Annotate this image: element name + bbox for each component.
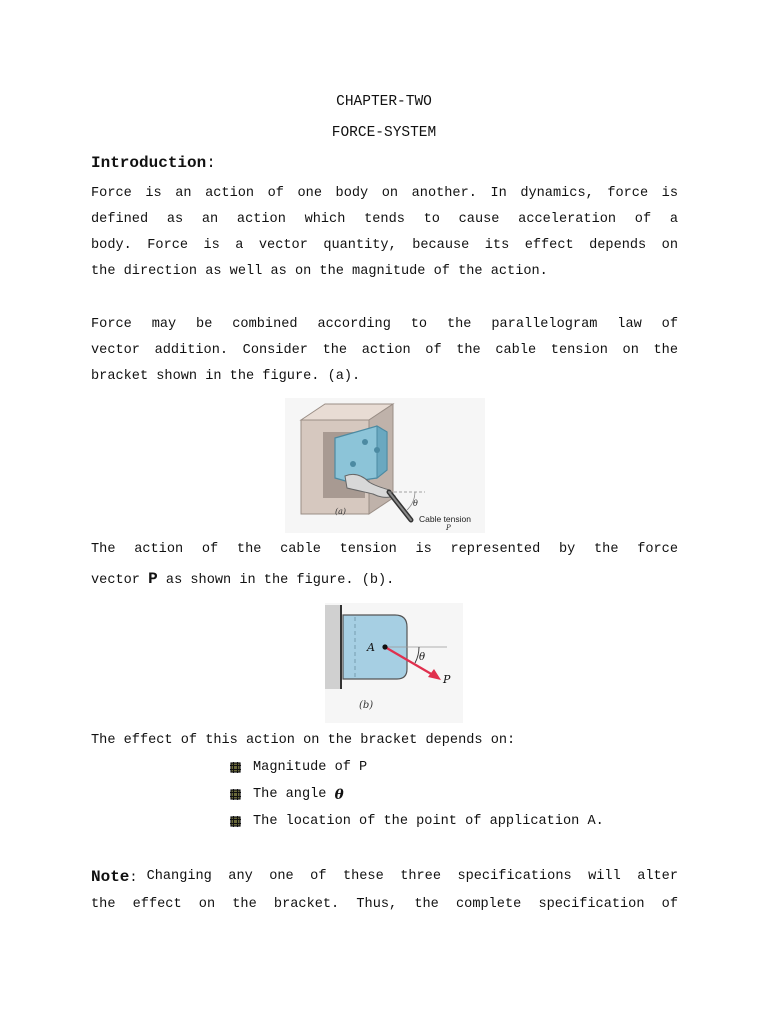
intro-heading-colon: : xyxy=(206,154,216,172)
paragraph-line: Force may be combined according to the parallelogram law of xyxy=(91,317,678,332)
paragraph-line: The effect of this action on the bracket depends on: xyxy=(91,733,516,748)
figure-b-theta-label: θ xyxy=(419,652,426,663)
intro-heading xyxy=(91,154,216,172)
note-text: Changing any one of these three specifications will alter xyxy=(146,869,678,884)
figure-a-theta-label: θ xyxy=(413,499,418,508)
section-title: FORCE-SYSTEM xyxy=(331,125,437,141)
text-segment: vector xyxy=(91,573,140,588)
note-colon: : xyxy=(129,871,138,886)
paragraph-line: Force is an action of one body on another. In dynamics, force is xyxy=(91,186,678,201)
effect-line xyxy=(91,728,678,754)
bullet-item xyxy=(230,808,604,835)
figure-b-caption: (b) xyxy=(359,700,374,711)
text-segment: as shown in the figure. (b). xyxy=(165,573,395,588)
chapter-title: CHAPTER-TWO xyxy=(336,94,432,110)
paragraph-parallelogram xyxy=(91,312,678,390)
note-label: Note xyxy=(91,868,130,886)
paragraph-line: defined as an action which tends to cause acceleration of a xyxy=(91,212,678,227)
bullet-square-icon xyxy=(230,789,241,800)
force-p-symbol: P xyxy=(148,570,158,588)
figure-a-bracket-illustration xyxy=(285,398,485,533)
paragraph-line: vector addition. Consider the action of the cable tension on the xyxy=(91,343,678,358)
intro-heading-text: Introduction xyxy=(91,154,207,172)
bullet-item xyxy=(230,781,604,808)
bullet-square-icon xyxy=(230,762,241,773)
paragraph-line xyxy=(91,862,678,892)
figure-b-force-vector-diagram xyxy=(325,603,463,723)
paragraph-force-vector xyxy=(91,537,678,595)
bullet-square-icon xyxy=(230,816,241,827)
figure-b-p-label: P xyxy=(443,673,451,686)
paragraph-note xyxy=(91,862,678,918)
paragraph-intro xyxy=(91,181,678,285)
bullet-list xyxy=(230,754,604,835)
paragraph-line: bracket shown in the figure. (a). xyxy=(91,369,361,384)
bullet-text: Magnitude of P xyxy=(253,760,368,775)
paragraph-line: the effect on the bracket. Thus, the complete specification of xyxy=(91,897,678,912)
paragraph-line xyxy=(91,563,678,595)
figure-a-p-label: P xyxy=(446,524,451,532)
bullet-item xyxy=(230,754,604,781)
paragraph-line: The action of the cable tension is represented by the force xyxy=(91,542,678,557)
figure-a-cable-label: Cable tension xyxy=(419,514,471,524)
bullet-text: The angle xyxy=(253,787,327,802)
paragraph-line: body. Force is a vector quantity, because its effect depends on xyxy=(91,238,678,253)
paragraph-line: the direction as well as on the magnitude of the action. xyxy=(91,264,548,279)
theta-symbol: θ xyxy=(334,786,344,803)
figure-b-point-a-label: A xyxy=(367,641,375,654)
figure-a-caption: (a) xyxy=(335,507,347,516)
bullet-text: The location of the point of application A. xyxy=(253,814,604,829)
